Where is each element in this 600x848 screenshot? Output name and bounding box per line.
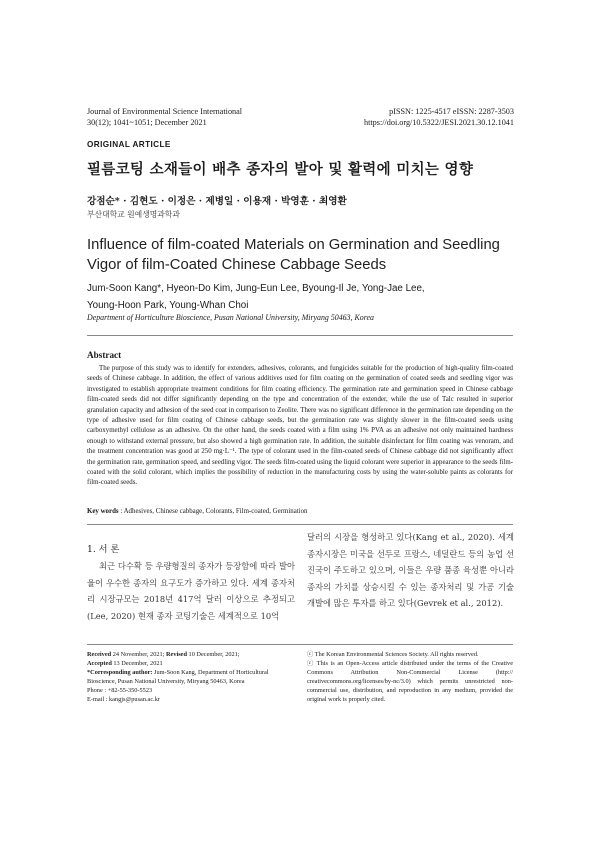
- english-title-line-1: Influence of film-coated Materials on Germination and Seedling: [87, 237, 500, 253]
- dates-line-1: [87, 651, 295, 660]
- revised-date: 10 December, 2021;: [186, 651, 240, 658]
- journal-header-right: [364, 106, 514, 128]
- license-text: ⓒ This is an Open-Access article distributed under the terms of the Creative Commons Attribution Non-Commercial License (http:// creativecommons.org/licenses/by-nc/3.0) which permits unrestricted non-commercial use, distribution, and reproduction in any medium, provided the original work is properly cited.: [307, 659, 513, 703]
- accepted-date: 13 December, 2021: [111, 659, 163, 667]
- keywords: [87, 508, 307, 515]
- intro-heading: 1. 서 론: [87, 544, 120, 555]
- abstract-text: The purpose of this study was to identify for extenders, adhesives, colorants, and fungicides suitable for the production of high-quality film-coated seeds of Chinese cabbage. In addition, the effect of various additives used for film coating on the germination of coated seeds and seedling vigor was investigated to establish appropriate treatment conditions for film coating efficiency. The germination rate and germination speed in Chinese cabbage film-coated seeds did not differ significantly depending on the type and concentration of the extender, while the use of Talc resulted in superior granulation capacity and adhesion of the seed coat in comparison to Zeolite. There was no significant difference in the germination rate depending on the type of adhesive used for film coating of Chinese cabbage seeds, but the germination rate was slightly slower in the film-coated seeds using carboxymethyl cellulose as an adhesive. On the other hand, the seeds coated with a film using 1% PVA as an adhesive not only maintained hardness enough to withstand external pressure, but also showed a high germination rate. In addition, the suitable disinfectant for film coating was venoram, and the treatment concentration was good at 250 mg·L⁻¹. The type of colorant used in the film-coated seeds of Chinese cabbage did not significantly affect the germination rate, germination speed, and seedling vigor. The seeds film-coated using the liquid colorant were superior in appearance to the seeds film-coated with the solid colorant, which implies the possibility of reduction in the manufacturing costs by using the water-soluble paints as colorants for film-coated seeds.: [87, 365, 513, 487]
- abstract-heading: Abstract: [87, 350, 122, 360]
- english-title-line-2: Vigor of film-Coated Chinese Cabbage Seeds: [87, 256, 387, 273]
- intro-left-column: [87, 558, 295, 624]
- english-authors: [87, 280, 527, 314]
- korean-title: 필름코팅 소재들이 배추 종자의 발아 및 활력에 미치는 영향: [87, 161, 474, 178]
- dates-line-2: [87, 660, 295, 669]
- english-authors-line-2: Young-Hoon Park, Young-Whan Choi: [87, 300, 249, 311]
- intro-right-column: [307, 529, 514, 612]
- abstract-body: [87, 364, 513, 489]
- divider-footer: [87, 644, 513, 645]
- received-date: 24 November, 2021;: [111, 651, 166, 658]
- article-footnote: [87, 651, 295, 704]
- english-title: [87, 236, 527, 275]
- revised-label: Revised: [165, 651, 187, 658]
- received-label: Received: [87, 651, 112, 658]
- journal-volume: 30(12); 1041~1051; December 2021: [87, 118, 207, 127]
- copyright-line: ⓒ The Korean Environmental Sciences Society. All rights reserved.: [307, 651, 479, 658]
- journal-header-left: [87, 106, 242, 128]
- license-note: [307, 651, 513, 704]
- journal-doi[interactable]: https://doi.org/10.5322/JESI.2021.30.12.1041: [364, 118, 514, 127]
- korean-authors: 강점순* · 김현도 · 이정은 · 제병일 · 이용재 · 박영훈 · 최영환: [87, 196, 347, 207]
- intro-left-text: 최근 다수확 등 우량형질의 종자가 등장함에 따라 발아율이 우수한 종자의 요구도가 증가하고 있다. 세계 종자처리 시장규모는 2018년 417억 달러 이상으로 추정되고(Lee, 2020) 현재 종자 코팅기술은 세계적으로 10억: [87, 561, 295, 621]
- corresponding-text: Jum-Soon Kang, Department of Horticultural Bioscience, Pusan National University, Miryang 50463, Korea: [87, 668, 269, 685]
- intro-right-text: 달러의 시장을 형성하고 있다(Kang et al., 2020). 세계 종자시장은 미국을 선두로 프랑스, 네덜란드 등의 농업 선진국이 주도하고 있으며, 이들은 우량 품종 육성뿐 아니라 종자의 가치를 상승시킬 수 있는 종자처리 및 가공 기술 개발에 많은 투자를 하고 있다(Gevrek et al., 2012).: [307, 532, 514, 608]
- article-type: ORIGINAL ARTICLE: [87, 140, 171, 149]
- accepted-label: Accepted: [87, 659, 112, 667]
- email[interactable]: E-mail : kangjs@pusan.ac.kr: [87, 695, 160, 703]
- korean-affiliation: 부산대학교 원예생명과학과: [87, 210, 180, 219]
- corresponding-author: [87, 669, 295, 687]
- english-authors-line-1: Jum-Soon Kang*, Hyeon-Do Kim, Jung-Eun Lee, Byoung-Il Je, Yong-Jae Lee,: [87, 283, 425, 294]
- corresponding-label: *Corresponding author:: [87, 668, 153, 676]
- divider-middle: [87, 524, 513, 525]
- journal-name: Journal of Environmental Science International: [87, 107, 243, 116]
- keywords-text: : Adhesives, Chinese cabbage, Colorants, Film-coated, Germination: [118, 508, 308, 515]
- english-affiliation: Department of Horticulture Bioscience, Pusan National University, Miryang 50463, Korea: [87, 313, 374, 322]
- keywords-label: Key words: [87, 508, 119, 515]
- journal-issn: pISSN: 1225-4517 eISSN: 2287-3503: [389, 107, 514, 116]
- phone: Phone : +82-55-350-5523: [87, 686, 153, 694]
- divider-top: [87, 335, 513, 336]
